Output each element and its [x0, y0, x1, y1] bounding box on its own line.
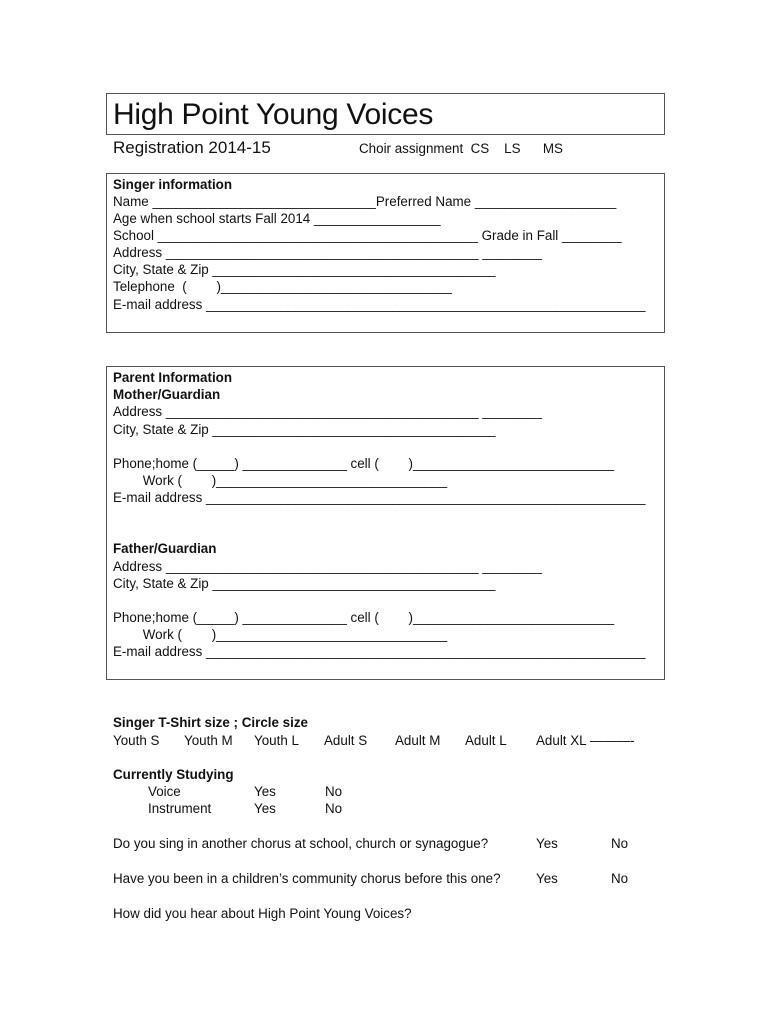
mother-work-field[interactable]: Work ( )_______________________________: [113, 473, 448, 488]
choir-assignment: Choir assignment CS LS MS: [359, 141, 563, 156]
question-community-chorus: Have you been in a children’s community chorus before this one?: [113, 871, 501, 886]
singer-telephone-field[interactable]: Telephone ( )_______________________________: [113, 279, 452, 294]
studying-voice-yes[interactable]: Yes: [254, 784, 276, 799]
studying-voice-label: Voice: [148, 784, 181, 799]
mother-heading: Mother/Guardian: [113, 387, 221, 402]
father-work-field[interactable]: Work ( )_______________________________: [113, 627, 448, 642]
size-option-youth-m[interactable]: Youth M: [184, 733, 233, 748]
father-city-field[interactable]: City, State & Zip ______________________________________: [113, 576, 496, 591]
father-email-field[interactable]: E-mail address ___________________________________________________________: [113, 644, 646, 659]
studying-instrument-label: Instrument: [148, 801, 212, 816]
question-how-heard: How did you hear about High Point Young Voices?: [113, 906, 412, 921]
size-option-adult-m[interactable]: Adult M: [395, 733, 441, 748]
father-heading: Father/Guardian: [113, 541, 217, 556]
size-option-youth-s[interactable]: Youth S: [113, 733, 160, 748]
singer-name-field[interactable]: Name ______________________________Preferred Name ___________________: [113, 194, 617, 209]
question-other-chorus: Do you sing in another chorus at school, church or synagogue?: [113, 836, 489, 851]
question-community-chorus-yes[interactable]: Yes: [536, 871, 558, 886]
studying-heading: Currently Studying: [113, 767, 234, 782]
tshirt-heading: Singer T-Shirt size ; Circle size: [113, 715, 308, 730]
studying-instrument-no[interactable]: No: [325, 801, 343, 816]
mother-address-field[interactable]: Address __________________________________________ ________: [113, 404, 542, 419]
registration-year: Registration 2014-15: [113, 138, 271, 157]
form-title: High Point Young Voices: [113, 98, 434, 131]
size-option-youth-l[interactable]: Youth L: [254, 733, 299, 748]
size-option-adult-xl[interactable]: Adult XL ———-: [536, 733, 635, 748]
size-option-adult-s[interactable]: Adult S: [324, 733, 368, 748]
singer-address-field[interactable]: Address __________________________________________ ________: [113, 245, 542, 260]
singer-school-field[interactable]: School ___________________________________________ Grade in Fall ________: [113, 228, 622, 243]
mother-city-field[interactable]: City, State & Zip ______________________________________: [113, 422, 496, 437]
question-other-chorus-yes[interactable]: Yes: [536, 836, 558, 851]
singer-email-field[interactable]: E-mail address ___________________________________________________________: [113, 297, 646, 312]
father-address-field[interactable]: Address __________________________________________ ________: [113, 559, 542, 574]
studying-voice-no[interactable]: No: [325, 784, 343, 799]
singer-age-field[interactable]: Age when school starts Fall 2014 _________________: [113, 211, 441, 226]
studying-instrument-yes[interactable]: Yes: [254, 801, 276, 816]
mother-phone-field[interactable]: Phone;home (_____) ______________ cell ( )___________________________: [113, 456, 615, 471]
question-other-chorus-no[interactable]: No: [611, 836, 629, 851]
singer-city-field[interactable]: City, State & Zip ______________________________________: [113, 262, 496, 277]
size-option-adult-l[interactable]: Adult L: [465, 733, 507, 748]
mother-email-field[interactable]: E-mail address ___________________________________________________________: [113, 490, 646, 505]
singer-heading: Singer information: [113, 177, 233, 192]
question-community-chorus-no[interactable]: No: [611, 871, 629, 886]
parent-heading: Parent Information: [113, 370, 233, 385]
father-phone-field[interactable]: Phone;home (_____) ______________ cell ( )___________________________: [113, 610, 615, 625]
